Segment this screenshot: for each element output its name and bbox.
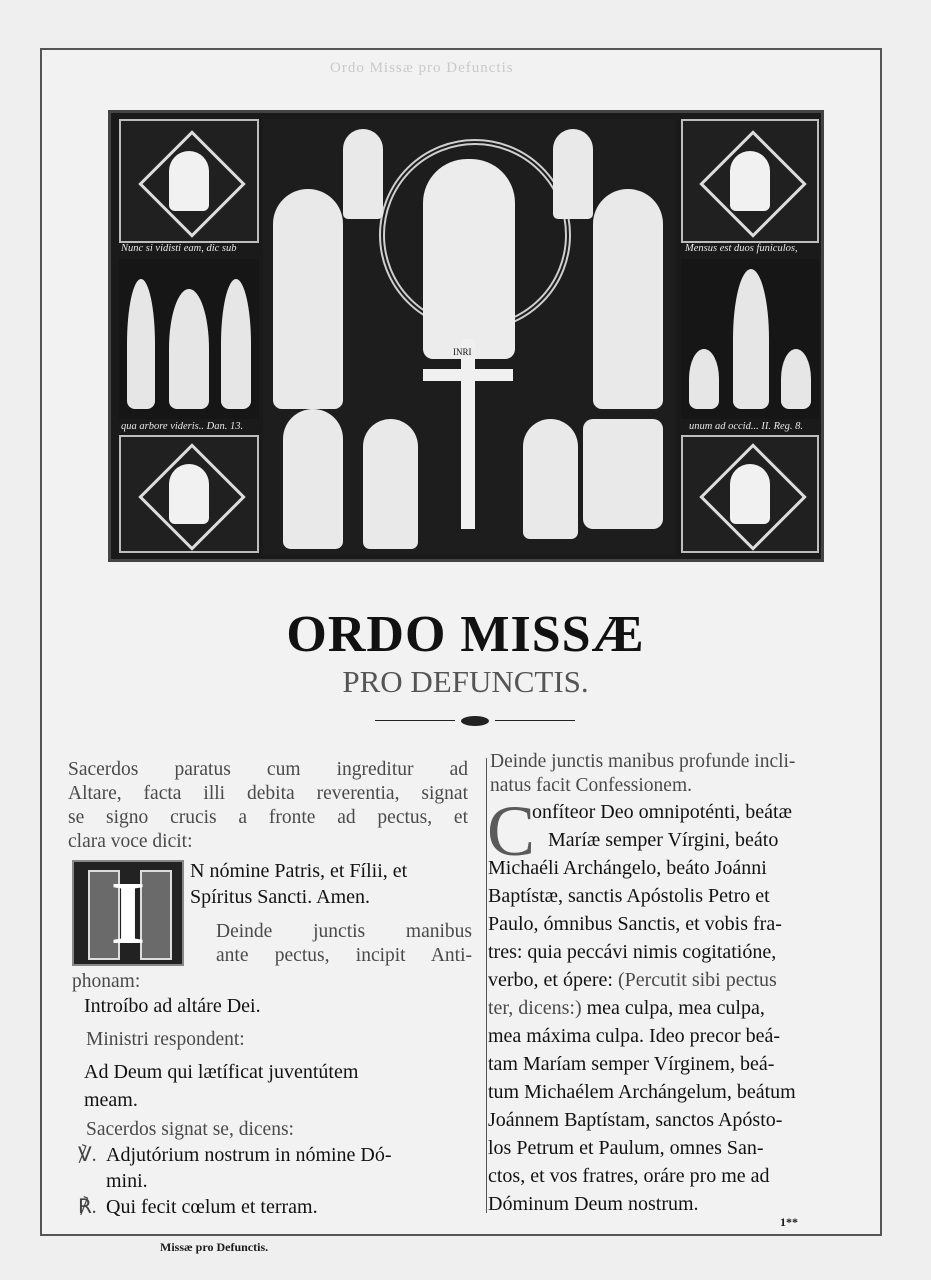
rubric-line: se signo crucis a fronte ad pectus, et <box>68 807 468 828</box>
confiteor-line: Maríæ semper Vírgini, beáto <box>548 829 779 851</box>
caption-bottom-right: unum ad occid... II. Reg. 8. <box>689 421 804 432</box>
ornament-divider <box>375 716 575 726</box>
confession-rubric <box>490 750 878 798</box>
versicle-line: Adjutórium nostrum in nómine Dó- <box>106 1144 392 1166</box>
rubric-line: clara voce dicit: <box>68 831 193 852</box>
introibo-text: Introíbo ad altáre Dei. <box>84 995 261 1017</box>
page-title: ORDO MISSÆ <box>286 606 645 663</box>
confiteor-text <box>488 798 880 1218</box>
in-nomine-text <box>190 858 470 910</box>
rubric-line: Deinde junctis manibus <box>216 921 472 942</box>
woodcut-illustration <box>108 110 824 562</box>
confiteor-line: Joánnem Baptístam, sanctos Apósto- <box>488 1109 783 1131</box>
page-number: 1** <box>780 1215 798 1229</box>
angel-trumpet-panel-top-left <box>119 119 259 243</box>
rubric-line: phonam: <box>72 971 141 992</box>
decorated-initial-i <box>72 860 184 966</box>
confiteor-line: Paulo, ómnibus Sanctis, et vobis fra- <box>488 913 782 935</box>
prayer-line: N nómine Patris, et Fílii, et <box>190 860 408 882</box>
confiteor-line: Baptístæ, sanctis Apóstolis Petro et <box>488 885 770 907</box>
rubric-line: Deinde junctis manibus profunde incli- <box>490 751 796 772</box>
initial-letter: I <box>110 864 146 963</box>
christ-in-majesty-scene <box>263 119 675 555</box>
caption-bottom-left: qua arbore videris.. Dan. 13. <box>121 421 244 432</box>
rubric-antiphon <box>216 920 472 968</box>
ad-deum-response <box>84 1058 472 1114</box>
cross-inscription: INRI <box>453 347 472 357</box>
rubric-inline: ter, dicens:) <box>488 997 582 1019</box>
confiteor-line: tam Maríam semper Vírginem, beá- <box>488 1053 775 1075</box>
response-mark: ℟. <box>78 1196 97 1218</box>
intro-rubric <box>68 758 468 854</box>
response-line: Ad Deum qui lætíficat juventútem <box>84 1061 359 1083</box>
susanna-elders-scene <box>119 259 259 419</box>
confiteor-line: los Petrum et Paulum, omnes San- <box>488 1137 764 1159</box>
response-line: Qui fecit cœlum et terram. <box>106 1196 318 1218</box>
angel-trumpet-panel-bottom-left <box>119 435 259 553</box>
rubric-line: natus facit Confessionem. <box>490 775 692 796</box>
ministri-rubric: Ministri respondent: <box>86 1029 245 1050</box>
ghost-running-head: Ordo Missæ pro Defunctis <box>330 60 514 76</box>
response-line: meam. <box>84 1089 138 1111</box>
footer-signature: Missæ pro Defunctis. <box>160 1240 269 1254</box>
confiteor-line: tum Michaélem Archángelum, beátum <box>488 1081 796 1103</box>
drop-cap-c: C <box>487 791 536 871</box>
sacerdos-rubric: Sacerdos signat se, dicens: <box>86 1119 294 1140</box>
prayer-line: Spíritus Sancti. Amen. <box>190 886 370 908</box>
caption-top-left: Nunc si vidisti eam, dic sub <box>121 243 237 254</box>
rubric-line: Altare, facta illi debita reverentia, signat <box>68 783 468 804</box>
versicle <box>78 1142 478 1220</box>
page-subtitle: PRO DEFUNCTIS. <box>342 664 589 699</box>
confiteor-line: ctos, et vos fratres, oráre pro me ad <box>488 1165 770 1187</box>
confiteor-line: verbo, et ópere: <box>488 969 613 991</box>
confiteor-line: onfíteor Deo omnipoténti, beátæ <box>532 801 792 823</box>
angel-trumpet-panel-bottom-right <box>681 435 819 553</box>
confiteor-line: mea culpa, mea culpa, <box>586 997 765 1019</box>
caption-top-right: Mensus est duos funiculos, <box>685 243 798 254</box>
versicle-line: mini. <box>106 1170 148 1192</box>
confiteor-line: mea máxima culpa. Ideo precor beá- <box>488 1025 781 1047</box>
versicle-mark: ℣. <box>78 1144 97 1166</box>
david-measuring-scene <box>681 259 819 419</box>
rubric-inline: (Percutit sibi pectus <box>617 969 777 991</box>
angel-trumpet-panel-top-right <box>681 119 819 243</box>
confiteor-line: tres: quia peccávi nimis cogitatióne, <box>488 941 777 963</box>
rubric-line: ante pectus, incipit Anti- <box>216 945 472 966</box>
cross-icon <box>461 339 475 529</box>
rubric-line: Sacerdos paratus cum ingreditur ad <box>68 759 468 780</box>
confiteor-line: Michaéli Archángelo, beáto Joánni <box>488 857 767 879</box>
confiteor-line: Dóminum Deum nostrum. <box>488 1193 699 1215</box>
